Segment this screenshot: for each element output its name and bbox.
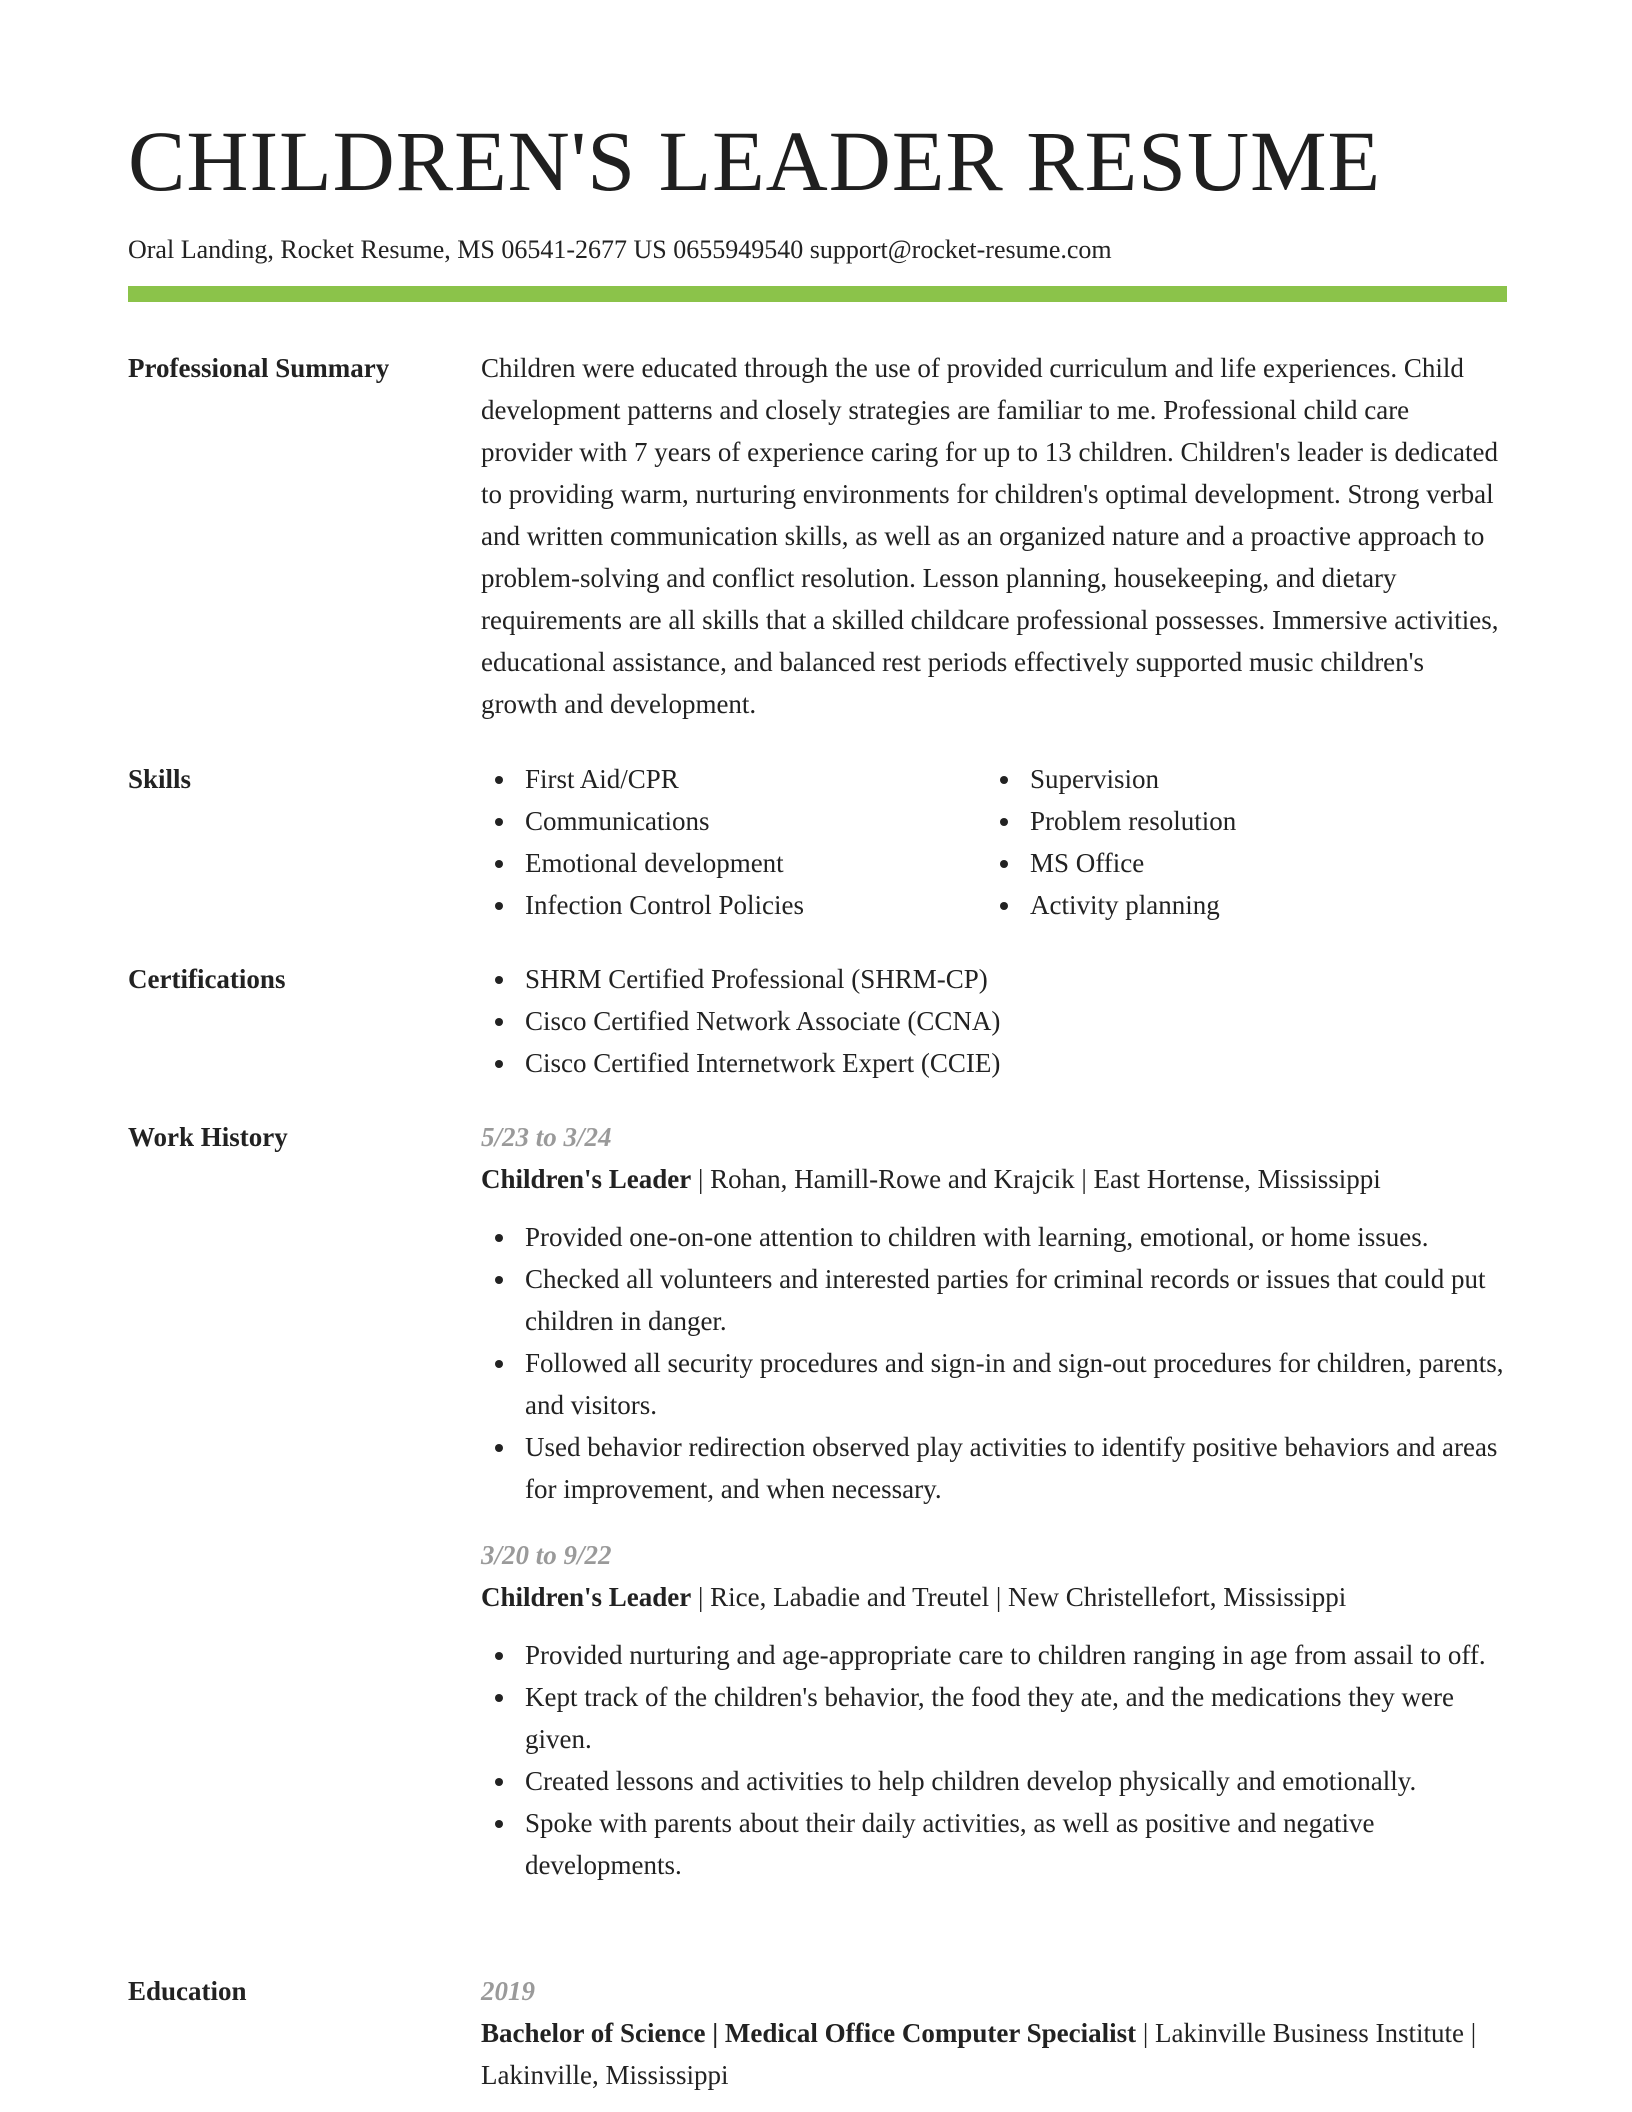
- education-heading: Education: [128, 1976, 247, 2006]
- skill-item: Supervision: [986, 758, 1491, 800]
- job-dates: 5/23 to 3/24: [481, 1122, 612, 1152]
- job-employer: | Rice, Labadie and Treutel | New Christellefort, Mississippi: [691, 1582, 1347, 1612]
- certification-item: Cisco Certified Internetwork Expert (CCIE): [481, 1042, 1507, 1084]
- certification-item: Cisco Certified Network Associate (CCNA): [481, 1000, 1507, 1042]
- duty-item: Created lessons and activities to help children develop physically and emotionally.: [481, 1760, 1507, 1802]
- skill-item: Emotional development: [481, 842, 986, 884]
- duty-item: Provided nurturing and age-appropriate care to children ranging in age from assail to off.: [481, 1634, 1507, 1676]
- duty-item: Provided one-on-one attention to children with learning, emotional, or home issues.: [481, 1216, 1507, 1258]
- job-title: Children's Leader: [481, 1164, 692, 1194]
- summary-text: Children were educated through the use of provided curriculum and life experiences. Child development patterns and closely strategies are familiar to me. Professional child care provider with 7 years of experience caring for up to 13 children. Children's leader is dedicated to providing warm, nurturing environments for children's optimal development. Strong verbal and written communication skills, as well as an organized nature and a proactive approach to problem-solving and conflict resolution. Lesson planning, housekeeping, and dietary requirements are all skills that a skilled childcare professional possesses. Immersive activities, educational assistance, and balanced rest periods effectively supported music children's growth and development.: [481, 353, 1499, 719]
- resume-title: CHILDREN'S LEADER RESUME: [128, 113, 1382, 209]
- certifications-heading: Certifications: [128, 964, 286, 994]
- summary-heading: Professional Summary: [128, 353, 390, 383]
- skill-item: Infection Control Policies: [481, 884, 986, 926]
- skill-item: MS Office: [986, 842, 1491, 884]
- job-duties: [481, 1634, 1507, 1886]
- job-entry: [481, 1534, 1507, 1886]
- skill-item: Activity planning: [986, 884, 1491, 926]
- skill-item: Communications: [481, 800, 986, 842]
- work-history-heading: Work History: [128, 1122, 288, 1152]
- contact-line: Oral Landing, Rocket Resume, MS 06541-2677 US 0655949540 support@rocket-resume.com: [128, 235, 1112, 264]
- job-dates: 3/20 to 9/22: [481, 1540, 612, 1570]
- job-heading: [481, 1576, 1507, 1618]
- accent-divider: [128, 286, 1507, 302]
- skill-item: First Aid/CPR: [481, 758, 986, 800]
- education-entry: [481, 2012, 1507, 2096]
- duty-item: Checked all volunteers and interested parties for criminal records or issues that could put children in danger.: [481, 1258, 1507, 1342]
- job-entry: [481, 1116, 1507, 1510]
- education-degree: Bachelor of Science | Medical Office Computer Specialist: [481, 2018, 1137, 2048]
- education-school: | Lakinville Business Institute | Lakinville, Mississippi: [481, 2018, 1477, 2090]
- skills-list-right: [986, 758, 1491, 926]
- job-heading: [481, 1158, 1507, 1200]
- job-title: Children's Leader: [481, 1582, 692, 1612]
- duty-item: Spoke with parents about their daily activities, as well as positive and negative developments.: [481, 1802, 1507, 1886]
- job-duties: [481, 1216, 1507, 1510]
- duty-item: Followed all security procedures and sign-in and sign-out procedures for children, parents, and visitors.: [481, 1342, 1507, 1426]
- certifications-list: [481, 958, 1507, 1084]
- job-employer: | Rohan, Hamill-Rowe and Krajcik | East Hortense, Mississippi: [691, 1164, 1381, 1194]
- education-year: 2019: [481, 1976, 535, 2006]
- skills-heading: Skills: [128, 764, 192, 794]
- duty-item: Kept track of the children's behavior, the food they ate, and the medications they were given.: [481, 1676, 1507, 1760]
- certification-item: SHRM Certified Professional (SHRM-CP): [481, 958, 1507, 1000]
- skills-list-left: [481, 758, 986, 926]
- duty-item: Used behavior redirection observed play activities to identify positive behaviors and areas for improvement, and when necessary.: [481, 1426, 1507, 1510]
- skill-item: Problem resolution: [986, 800, 1491, 842]
